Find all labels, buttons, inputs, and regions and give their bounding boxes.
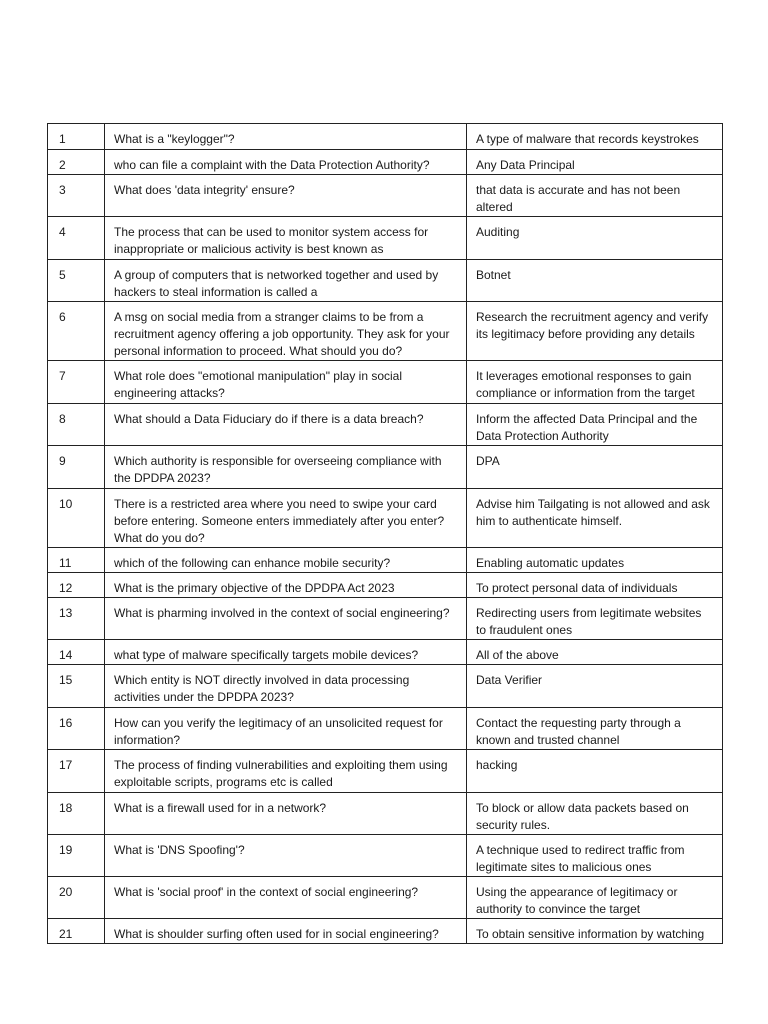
- row-number: 5: [48, 260, 105, 302]
- question-cell: Which entity is NOT directly involved in data processing activities under the DPDPA 2023?: [105, 665, 467, 708]
- row-number: 2: [48, 150, 105, 175]
- answer-cell: Inform the affected Data Principal and the Data Protection Authority: [467, 404, 723, 446]
- row-number: 1: [48, 124, 105, 150]
- table-row: [48, 150, 723, 175]
- answer-cell: All of the above: [467, 640, 723, 665]
- question-cell: What is 'social proof' in the context of social engineering?: [105, 877, 467, 919]
- row-number: 16: [48, 708, 105, 750]
- question-cell: Which authority is responsible for overseeing compliance with the DPDPA 2023?: [105, 446, 467, 489]
- question-cell: There is a restricted area where you need to swipe your card before entering. Someone enters immediately after you enter? What do you do?: [105, 489, 467, 548]
- question-cell: What role does "emotional manipulation" play in social engineering attacks?: [105, 361, 467, 404]
- table-row: [48, 598, 723, 640]
- question-cell: what type of malware specifically targets mobile devices?: [105, 640, 467, 665]
- table-row: [48, 124, 723, 150]
- qa-table-body: [48, 124, 723, 944]
- answer-cell: Using the appearance of legitimacy or authority to convince the target: [467, 877, 723, 919]
- table-row: [48, 302, 723, 361]
- question-cell: What is pharming involved in the context of social engineering?: [105, 598, 467, 640]
- answer-cell: A technique used to redirect traffic from legitimate sites to malicious ones: [467, 835, 723, 877]
- question-cell: The process that can be used to monitor system access for inappropriate or malicious activity is best known as: [105, 217, 467, 260]
- answer-cell: Any Data Principal: [467, 150, 723, 175]
- answer-cell: Research the recruitment agency and verify its legitimacy before providing any details: [467, 302, 723, 361]
- answer-cell: Advise him Tailgating is not allowed and ask him to authenticate himself.: [467, 489, 723, 548]
- table-row: [48, 640, 723, 665]
- answer-cell: Enabling automatic updates: [467, 548, 723, 573]
- row-number: 9: [48, 446, 105, 489]
- row-number: 18: [48, 793, 105, 835]
- answer-cell: Contact the requesting party through a known and trusted channel: [467, 708, 723, 750]
- table-row: [48, 835, 723, 877]
- row-number: 19: [48, 835, 105, 877]
- answer-cell: To obtain sensitive information by watching: [467, 919, 723, 944]
- table-row: [48, 217, 723, 260]
- row-number: 3: [48, 175, 105, 217]
- row-number: 8: [48, 404, 105, 446]
- answer-cell: Data Verifier: [467, 665, 723, 708]
- answer-cell: DPA: [467, 446, 723, 489]
- question-cell: What is a "keylogger"?: [105, 124, 467, 150]
- answer-cell: Botnet: [467, 260, 723, 302]
- table-row: [48, 665, 723, 708]
- question-cell: A msg on social media from a stranger claims to be from a recruitment agency offering a job opportunity. They ask for your personal information to proceed. What should you do?: [105, 302, 467, 361]
- row-number: 13: [48, 598, 105, 640]
- table-row: [48, 489, 723, 548]
- question-cell: What does 'data integrity' ensure?: [105, 175, 467, 217]
- question-cell: A group of computers that is networked together and used by hackers to steal information is called a: [105, 260, 467, 302]
- answer-cell: Auditing: [467, 217, 723, 260]
- row-number: 21: [48, 919, 105, 944]
- answer-cell: hacking: [467, 750, 723, 793]
- table-row: [48, 708, 723, 750]
- question-cell: How can you verify the legitimacy of an unsolicited request for information?: [105, 708, 467, 750]
- table-row: [48, 260, 723, 302]
- question-cell: What is shoulder surfing often used for in social engineering?: [105, 919, 467, 944]
- question-cell: who can file a complaint with the Data Protection Authority?: [105, 150, 467, 175]
- table-row: [48, 750, 723, 793]
- table-row: [48, 548, 723, 573]
- question-cell: which of the following can enhance mobile security?: [105, 548, 467, 573]
- row-number: 17: [48, 750, 105, 793]
- row-number: 6: [48, 302, 105, 361]
- table-row: [48, 404, 723, 446]
- table-row: [48, 573, 723, 598]
- row-number: 12: [48, 573, 105, 598]
- table-row: [48, 361, 723, 404]
- answer-cell: that data is accurate and has not been altered: [467, 175, 723, 217]
- question-cell: The process of finding vulnerabilities and exploiting them using exploitable scripts, programs etc is called: [105, 750, 467, 793]
- question-cell: What should a Data Fiduciary do if there is a data breach?: [105, 404, 467, 446]
- row-number: 4: [48, 217, 105, 260]
- row-number: 7: [48, 361, 105, 404]
- answer-cell: A type of malware that records keystrokes: [467, 124, 723, 150]
- table-row: [48, 919, 723, 944]
- row-number: 15: [48, 665, 105, 708]
- row-number: 10: [48, 489, 105, 548]
- answer-cell: To block or allow data packets based on security rules.: [467, 793, 723, 835]
- table-row: [48, 877, 723, 919]
- answer-cell: It leverages emotional responses to gain compliance or information from the target: [467, 361, 723, 404]
- row-number: 11: [48, 548, 105, 573]
- question-cell: What is 'DNS Spoofing'?: [105, 835, 467, 877]
- table-row: [48, 446, 723, 489]
- table-row: [48, 175, 723, 217]
- answer-cell: Redirecting users from legitimate websites to fraudulent ones: [467, 598, 723, 640]
- answer-cell: To protect personal data of individuals: [467, 573, 723, 598]
- row-number: 14: [48, 640, 105, 665]
- qa-table: [47, 123, 723, 944]
- table-row: [48, 793, 723, 835]
- row-number: 20: [48, 877, 105, 919]
- question-cell: What is a firewall used for in a network?: [105, 793, 467, 835]
- question-cell: What is the primary objective of the DPDPA Act 2023: [105, 573, 467, 598]
